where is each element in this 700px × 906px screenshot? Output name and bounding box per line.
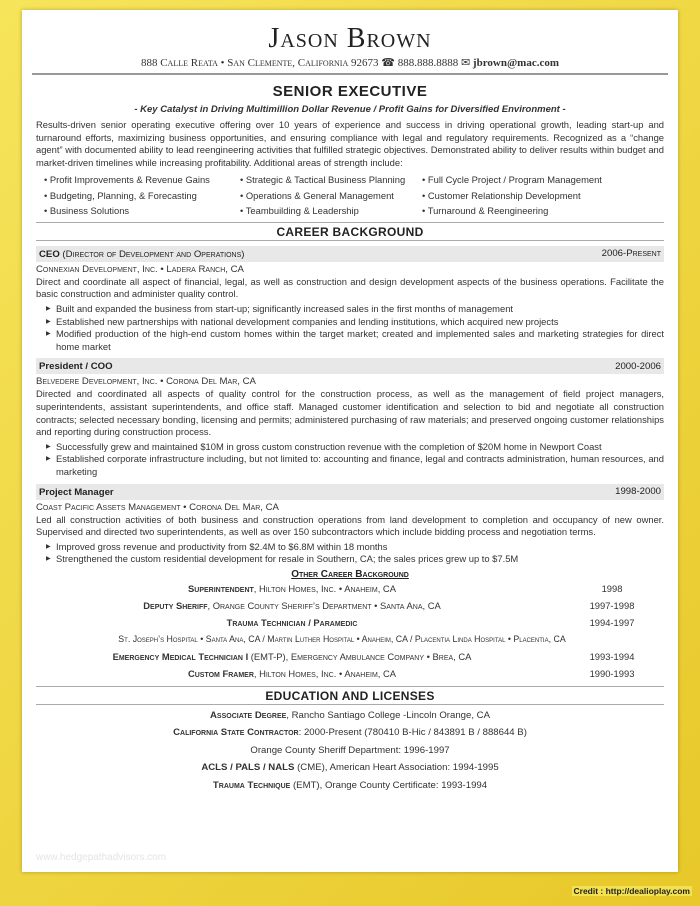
other-career-row bbox=[22, 648, 678, 665]
envelope-icon: ✉ bbox=[460, 57, 471, 69]
summary-paragraph: Results-driven senior operating executive offering over 10 years of experience and success in driving operational growth, leading start-up and turnaround efforts, maximizing business opportunities, and ensuring compliance with legal and regulatory requirements. Recognized as a “change agent” with documented ability to lead reengineering activities that fulfilled strategic objectives. Demonstrated ability to deliver results within budget and market-driven timelines while increasing profitability. Additional areas of strength include: bbox=[36, 119, 664, 168]
education-list bbox=[22, 707, 678, 795]
edu-detail: , Rancho Santiago College -Lincoln Orange, CA bbox=[286, 709, 491, 721]
other-role: Deputy Sheriff bbox=[143, 599, 208, 611]
contact-line bbox=[22, 56, 678, 69]
other-career-row bbox=[22, 614, 678, 631]
other-role: Superintendent bbox=[188, 582, 254, 594]
other-career-row bbox=[22, 580, 678, 597]
education-row bbox=[22, 742, 678, 760]
other-career-heading: Other Career Background bbox=[291, 568, 409, 580]
education-heading: EDUCATION AND LICENSES bbox=[36, 686, 664, 705]
other-career-row bbox=[22, 665, 678, 682]
achievement-item: ▶ Established corporate infrastructure including, but not limited to: accounting and finance, legal and contracts administration, human resources, and marketing bbox=[46, 453, 664, 478]
other-detail: , Orange County Sheriff’s Department • Santa Ana, CA bbox=[207, 599, 441, 611]
achievement-list bbox=[46, 541, 664, 566]
job-dates: 1998-2000 bbox=[615, 486, 661, 498]
achievement-list bbox=[46, 441, 664, 479]
job-subtitle: (Director of Development and Operations) bbox=[62, 248, 245, 260]
job-bar bbox=[36, 484, 664, 500]
resume-name: Jason Brown bbox=[268, 23, 432, 54]
other-detail: , Hilton Homes, Inc. • Anaheim, CA bbox=[253, 667, 397, 679]
job-dates: 2000-2006 bbox=[615, 360, 661, 372]
tagline: - Key Catalyst in Driving Multimillion Dollar Revenue / Profit Gains for Diversified Environment - bbox=[134, 104, 566, 115]
achievement-list bbox=[46, 303, 664, 353]
other-career-row bbox=[22, 597, 678, 614]
other-role: Trauma Technician / Paramedic bbox=[226, 616, 358, 628]
watermark-text: www.hedgepathadvisors.com bbox=[36, 852, 167, 863]
job-description: Direct and coordinate all aspect of financial, legal, as well as construction and design development aspects of the business operations. Facilitate the basic construction and administer quality control. bbox=[36, 275, 664, 300]
other-career-list bbox=[22, 580, 678, 682]
achievement-item: ▶ Successfully grew and maintained $10M in gross custom construction revenue with the completion of $20M home in Newport Coast bbox=[46, 441, 664, 454]
job-description: Led all construction activities of both business and construction operations from land development to completion and occupancy of new owner. Supervised and directed two superintendents, as well as over 150 subcontractors which include bidding process and negotiation terms. bbox=[36, 513, 664, 538]
job-company: Belvedere Development, Inc. • Corona Del Mar, CA bbox=[36, 376, 256, 388]
resume-title: SENIOR EXECUTIVE bbox=[272, 83, 428, 100]
job-company: Connexian Development, Inc. • Ladera Ranch, CA bbox=[36, 263, 244, 275]
resume-page bbox=[22, 10, 678, 872]
edu-title: California State Contractor bbox=[173, 727, 299, 739]
job-company: Coast Pacific Assets Management • Corona Del Mar, CA bbox=[36, 501, 279, 513]
phone-number: 888.888.8888 bbox=[397, 57, 459, 69]
address: 888 Calle Reata • San Clemente, California 92673 bbox=[140, 57, 379, 69]
strengths-list bbox=[44, 172, 664, 219]
other-role: Custom Framer bbox=[187, 667, 254, 679]
header-divider bbox=[32, 73, 668, 75]
strength-item: • Teambuilding & Leadership bbox=[240, 203, 422, 219]
job-bar bbox=[36, 246, 664, 262]
strength-item: • Turnaround & Reengineering bbox=[422, 203, 642, 219]
other-career-row bbox=[22, 631, 678, 648]
education-row bbox=[22, 777, 678, 795]
job-role: President / COO bbox=[39, 361, 113, 373]
other-years: 1998 bbox=[601, 582, 623, 594]
job-role: Project Manager bbox=[39, 486, 114, 498]
strength-item: • Profit Improvements & Revenue Gains bbox=[44, 172, 240, 188]
job-description: Directed and coordinated all aspects of quality control for the construction process, as well as the management of field project managers, superintendents, assistant superintendents, and office staff. Managed customer identification and selection to bid and negotiate all construction contracts; selected necessary bonding, licensing and permits; administered purchasing of raw materials; and preserved ongoing customer relationships and reporting during construction process. bbox=[36, 388, 664, 438]
education-row bbox=[22, 724, 678, 742]
education-row bbox=[22, 707, 678, 725]
achievement-item: ▶ Established new partnerships with national development companies and lending institutions, which acquired new projects bbox=[46, 316, 664, 329]
achievement-item: ▶ Improved gross revenue and productivity from $2.4M to $6.8M within 18 months bbox=[46, 541, 664, 554]
other-years: 1994-1997 bbox=[589, 616, 635, 628]
edu-detail: (CME), American Heart Association: 1994-1995 bbox=[294, 762, 499, 774]
edu-title: Trauma Technique bbox=[212, 779, 291, 791]
strength-item: • Operations & General Management bbox=[240, 188, 422, 204]
achievement-item: ▶ Modified production of the high-end custom homes within the target market; created and implemented sales and marketing strategies for direct home market bbox=[46, 328, 664, 353]
job-role: CEO bbox=[39, 248, 60, 260]
phone-icon: ☎ bbox=[381, 57, 395, 69]
edu-detail: (EMT), Orange County Certificate: 1993-1994 bbox=[290, 779, 488, 791]
job-bar bbox=[36, 358, 664, 374]
achievement-item: ▶ Built and expanded the business from start-up; significantly increased sales in the first months of management bbox=[46, 303, 664, 316]
other-detail: St. Joseph’s Hospital • Santa Ana, CA / Martin Luther Hospital • Anaheim, CA / Placentia Linda Hospital • Placentia, CA bbox=[118, 633, 566, 644]
credit-label: Credit : http://dealioplay.com bbox=[573, 886, 690, 896]
edu-detail: : 2000-Present (780410 B-Hic / 843891 B / 888644 B) bbox=[298, 727, 527, 739]
strength-item: • Customer Relationship Development bbox=[422, 188, 642, 204]
strength-item: • Full Cycle Project / Program Management bbox=[422, 172, 642, 188]
job-dates: 2006-Present bbox=[601, 248, 661, 260]
other-years: 1990-1993 bbox=[589, 667, 635, 679]
strength-item: • Business Solutions bbox=[44, 203, 240, 219]
career-heading: CAREER BACKGROUND bbox=[36, 222, 664, 241]
other-years: 1997-1998 bbox=[589, 599, 635, 611]
strength-item: • Strategic & Tactical Business Planning bbox=[240, 172, 422, 188]
other-role: Emergency Medical Technician I bbox=[112, 650, 249, 662]
other-years: 1993-1994 bbox=[589, 650, 635, 662]
other-detail: , Hilton Homes, Inc. • Anaheim, CA bbox=[253, 582, 396, 594]
achievement-item: ▶ Strengthened the custom residential development for resale in Southern, CA; the sales prices grew up to $7.5M bbox=[46, 553, 664, 566]
edu-title: ACLS / PALS / NALS bbox=[201, 762, 295, 774]
education-row bbox=[22, 759, 678, 777]
strength-item: • Budgeting, Planning, & Forecasting bbox=[44, 188, 240, 204]
other-detail: (EMT-P), Emergency Ambulance Company • Brea, CA bbox=[248, 650, 472, 662]
edu-detail: Orange County Sheriff Department: 1996-1997 bbox=[250, 744, 450, 756]
email-address: jbrown@mac.com bbox=[472, 57, 560, 69]
edu-title: Associate Degree bbox=[209, 709, 287, 721]
